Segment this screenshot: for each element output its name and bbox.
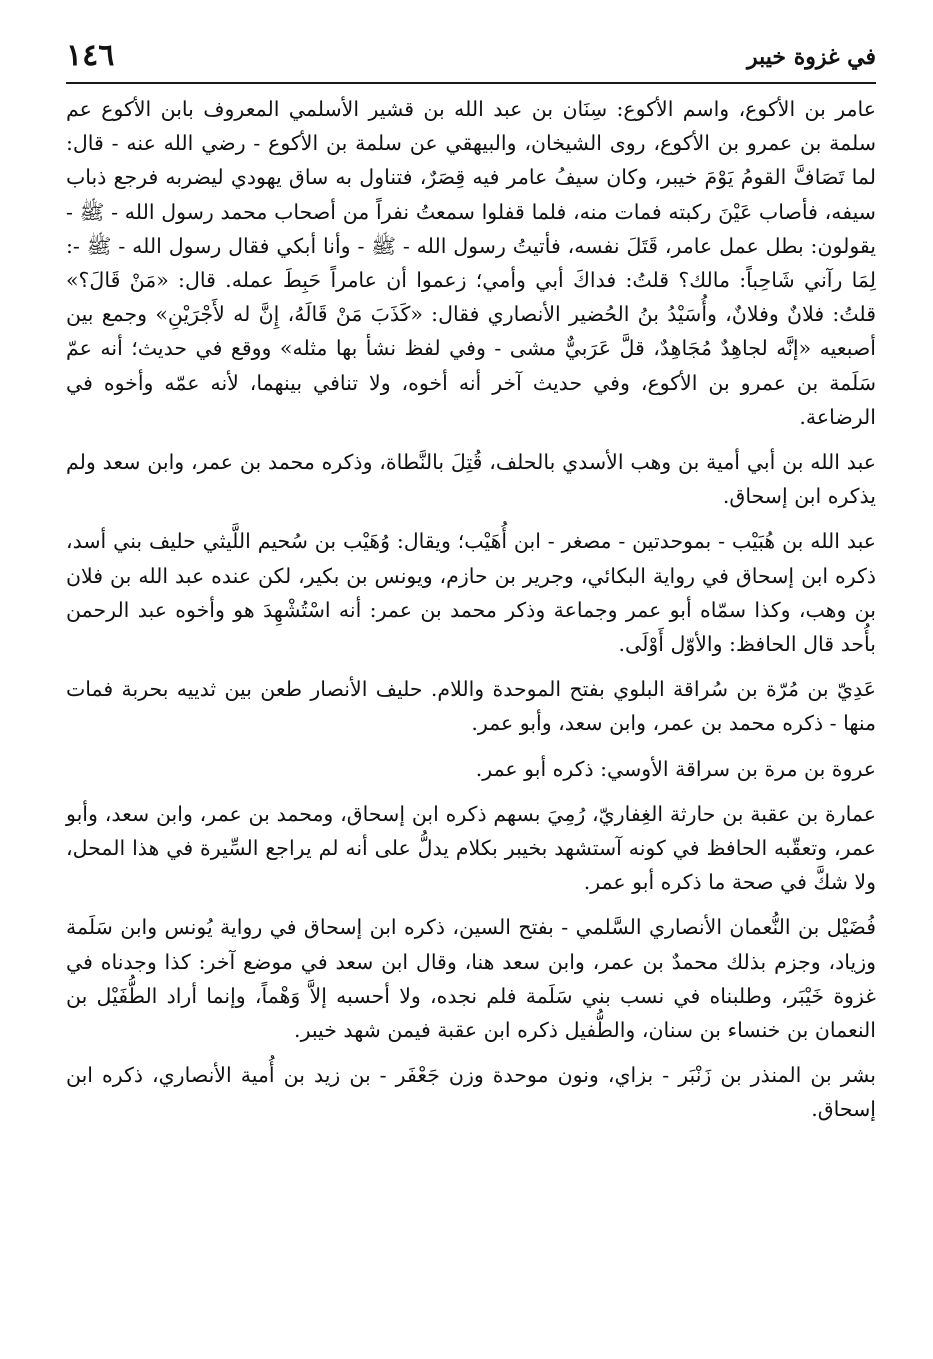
page-header (66, 36, 876, 84)
paragraph-adi-ibn-murra: عَدِيّ بن مُرّة بن سُراقة البلوي بفتح الموحدة واللام. حليف الأنصار طعن بين ثدييه بحربة فمات منها - ذكره محمد بن عمر، وابن سعد، وأبو عمر. (66, 677, 876, 736)
paragraph-abdullah-ibn-hubayb: عبد الله بن هُبَيْب - بموحدتين - مصغر - ابن أُهَيْب؛ ويقال: وُهَيْب بن سُحيم اللَّيثي حليف بني أسد، ذكره ابن إسحاق في رواية البكائي، وجرير بن حازم، ويونس بن بكير، لكن عنده عبد الله بن فلان بن وهب، وكذا سمّاه أبو عمر وجماعة وذكر محمد بن عمر: أنه اسْتُشْهِدَ هو وأخوه عبد الرحمن بأُحد قال الحافظ: والأوّل أَوْلَى. (66, 529, 876, 657)
header-rule (66, 82, 876, 84)
running-title: في غزوة خيبر (747, 44, 876, 70)
page-body (66, 92, 876, 1322)
paragraph-umara-ibn-uqba: عمارة بن عقبة بن حارثة الغِفاريّ، رُمِيَ بسهم ذكره ابن إسحاق، ومحمد بن عمر، وابن سعد، وأبو عمر، وتعقّبه الحافظ في كونه آستشهد بخيبر بكلام يدلُّ على أنه لم يراجع السِّيرة في هذا المحل، ولا شكَّ في صحة ما ذكره أبو عمر. (66, 801, 876, 895)
paragraph-urwa-ibn-murra: عروة بن مرة بن سراقة الأوسي: ذكره أبو عمر. (475, 756, 876, 781)
page-number: ١٤٦ (66, 38, 115, 73)
paragraph-fudayl-ibn-al-numan: فُضَيْل بن النُّعمان الأنصاري السَّلمي - بفتح السين، ذكره ابن إسحاق في رواية يُونس وابن سَلَمة وزياد، وجزم بذلك محمدٌ بن عمر، وابن سعد هنا، وقال ابن سعد في موضع آخر: كذا وجدناه في غزوة خَيْبَر، وطلبناه في نسب بني سَلَمة فلم نجده، ولا أحسبه إلاَّ وَهْماً، وإنما أراد الطُّفَيْل بن النعمان بن خنساء بن سنان، والطُّفيل ذكره ابن عقبة فيمن شهد خيبر. (66, 915, 876, 1043)
paragraph-abdullah-ibn-abi-umayya: عبد الله بن أبي أمية بن وهب الأسدي بالحلف، قُتِلَ بالنَّطاة، وذكره محمد بن عمر، وابن سعد ولم يذكره ابن إسحاق. (66, 450, 876, 509)
paragraph-bishr-ibn-al-mundhir: بشر بن المنذر بن زَنْبَر - بزاي، ونون موحدة وزن جَعْفَر - بن زيد بن أُمية الأنصاري، ذكره ابن إسحاق. (66, 1063, 876, 1122)
paragraph-amir-ibn-al-akwa: عامر بن الأكوع، واسم الأكوع: سِنَان بن عبد الله بن قشير الأسلمي المعروف بابن الأكوع عم سلمة بن عمرو بن الأكوع، روى الشيخان، والبيهقي عن سلمة بن الأكوع - رضي الله عنه - قال: لما تَصَافَّ القومُ يَوْمَ خيبر، وكان سيفُ عامر فيه قِصَرٌ، فتناول به ساق يهودي ليضربه فرجع ذباب سيفه، فأصاب عَيْنَ ركبته فمات منه، فلما قفلوا سمعتُ نفراً من أصحاب محمد رسول الله - ﷺ - يقولون: بطل عمل عامر، قَتَلَ نفسه، فأتيتُ رسول الله - ﷺ - وأنا أبكي فقال رسول الله - ﷺ -: لِمَا رآني شَاحِباً: مالك؟ قلتُ: فداكَ أبي وأمي؛ زعموا أن عامراً حَبِطَ عمله. قال: «مَنْ قَالَ؟» قلتُ: فلانٌ وفلانٌ، وأُسَيْدُ بنُ الحُضير الأنصاري فقال: «كَذَبَ مَنْ قَالَهُ، إِنَّ له لأَجْرَيْنِ» وجمع بين أصبعيه «إنَّه لجاهِدٌ مُجَاهِدٌ، قلَّ عَرَبيٌّ مشى - وفي لفظ نشأ بها مثله» ووقع في حديث؛ أنه عمّ سَلَمة بن عمرو بن الأكوع، وفي حديث آخر أنه أخوه، ولا تنافي بينهما، لأنه عمّه وأخوه في الرضاعة. (66, 97, 876, 429)
